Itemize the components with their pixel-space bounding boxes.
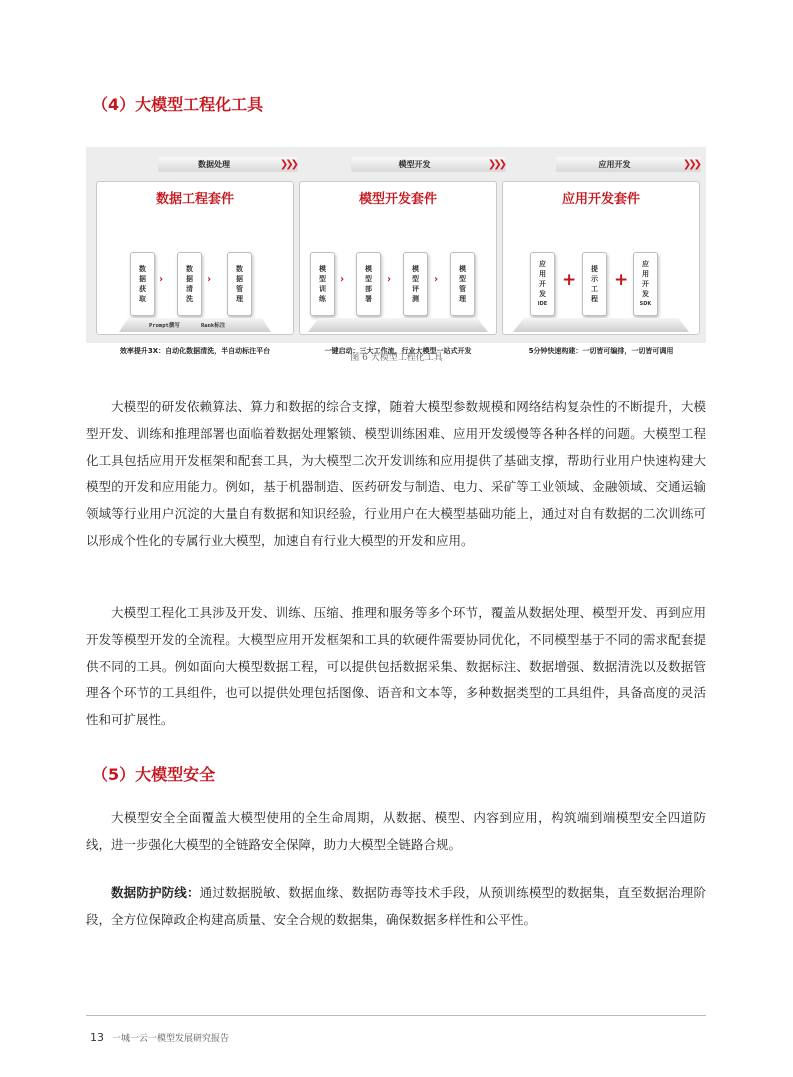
report-title: 一城一云一模型发展研究报告: [112, 1034, 230, 1044]
suite-title: 应用开发套件: [561, 192, 640, 207]
plus-icon: +: [614, 270, 629, 290]
section-title-4: （4）大模型工程化工具: [92, 95, 264, 114]
stage-label: 数据处理: [198, 160, 230, 169]
model-dev-suite: [299, 181, 497, 355]
chevron-arrows-icon: ❯❯❯: [487, 159, 504, 170]
chevron-right-icon: ›: [159, 274, 164, 285]
plus-icon: +: [562, 270, 577, 290]
chevron-right-icon: ›: [207, 274, 212, 285]
step-prompt-engineering: 提 示 工 程: [582, 252, 607, 316]
step-data-acquire: 数 据 获 取: [130, 252, 155, 316]
body-paragraph-data-defense: [86, 880, 706, 934]
tag-rank: Rank标注: [201, 323, 226, 329]
step-model-deploy: 模 型 部 署: [356, 252, 381, 316]
step-app-sdk: 应 用 开 发 SDK: [633, 252, 658, 316]
suite-caption: 效率提升3X：自动化数据清洗，半自动标注平台: [119, 347, 271, 355]
section-title-5: （5）大模型安全: [92, 765, 216, 784]
page-footer: [90, 1031, 229, 1044]
suite-title: 数据工程套件: [155, 192, 234, 207]
stage-label: 模型开发: [398, 160, 431, 169]
engineering-tools-figure: [86, 147, 706, 355]
chevron-right-icon: ›: [340, 274, 345, 285]
platform-base: [513, 318, 689, 332]
platform-base: [308, 318, 488, 332]
body-paragraph: 大模型的研发依赖算法、算力和数据的综合支撑，随着大模型参数规模和网络结构复杂性的不断提升，大模型开发、训练和推理部署也面临着数据处理繁锁、模型训练困难、应用开发缓慢等各种各样的问题。大模型工程化工具包括应用开发框架和配套工具，为大模型二次开发训练和应用提供了基础支撑，帮助行业用户快速构建大模型的开发和应用能力。例如，基于机器制造、医药研发与制造、电力、采矿等工业领域、金融领域、交通运输领域等行业用户沉淀的大量自有数据和知识经验，行业用户在大模型基础功能上，通过对自有数据的二次训练可以形成个性化的专属行业大模型，加速自有行业大模型的开发和应用。: [86, 399, 706, 548]
chevron-arrows-icon: ❯❯❯: [279, 159, 296, 170]
stage-label: 应用开发: [598, 160, 631, 169]
step-app-ide: 应 用 开 发 IDE: [530, 252, 555, 316]
tag-prompt: Prompt撰写: [149, 323, 180, 329]
step-model-manage: 模 型 管 理: [450, 252, 475, 316]
chevron-arrows-icon: ❯❯❯: [682, 159, 699, 170]
step-model-eval: 模 型 评 测: [403, 252, 428, 316]
body-paragraph: 大模型安全全面覆盖大模型使用的全生命周期，从数据、模型、内容到应用，构筑端到端模型安全四道防线，进一步强化大模型的全链路安全保障，助力大模型全链路合规。: [86, 810, 706, 852]
platform-base: [119, 318, 271, 332]
footer-divider: [86, 1015, 706, 1016]
chevron-right-icon: ›: [434, 274, 439, 285]
stage-bar-data: [158, 157, 298, 172]
step-data-clean: 数 据 清 洗: [177, 252, 202, 316]
figure-caption: 图 6 大模型工程化工具: [350, 353, 443, 363]
step-model-train: 模 型 训 练: [310, 252, 335, 316]
paragraph-lead: 数据防护防线：: [111, 885, 200, 900]
stage-bar-app: [556, 157, 701, 172]
page-number: 13: [90, 1031, 104, 1044]
step-data-manage: 数 据 管 理: [227, 252, 252, 316]
chevron-right-icon: ›: [387, 274, 392, 285]
app-dev-suite: [502, 181, 700, 355]
body-paragraph: 大模型工程化工具涉及开发、训练、压缩、推理和服务等多个环节，覆盖从数据处理、模型开发、再到应用开发等模型开发的全流程。大模型应用开发框架和工具的软硬件需要协同优化，不同模型基于不同的需求配套提供不同的工具。例如面向大模型数据工程，可以提供包括数据采集、数据标注、数据增强、数据清洗以及数据管理各个环节的工具组件，也可以提供处理包括图像、语音和文本等，多种数据类型的工具组件，具备高度的灵活性和可扩展性。: [86, 605, 706, 728]
suite-caption: 一键启动：三大工作流，行业大模型一站式开发: [324, 347, 472, 355]
suite-title: 模型开发套件: [358, 192, 437, 207]
suite-caption: 5分钟快速构建：一切皆可编排，一切皆可调用: [528, 347, 674, 355]
data-engineering-suite: [96, 181, 294, 355]
paragraph-text: 通过数据脱敏、数据血缘、数据防毒等技术手段，从预训练模型的数据集，直至数据治理阶段，全方位保障政企构建高质量、安全合规的数据集，确保数据多样性和公平性。: [86, 885, 706, 927]
stage-bar-model: [351, 157, 506, 172]
